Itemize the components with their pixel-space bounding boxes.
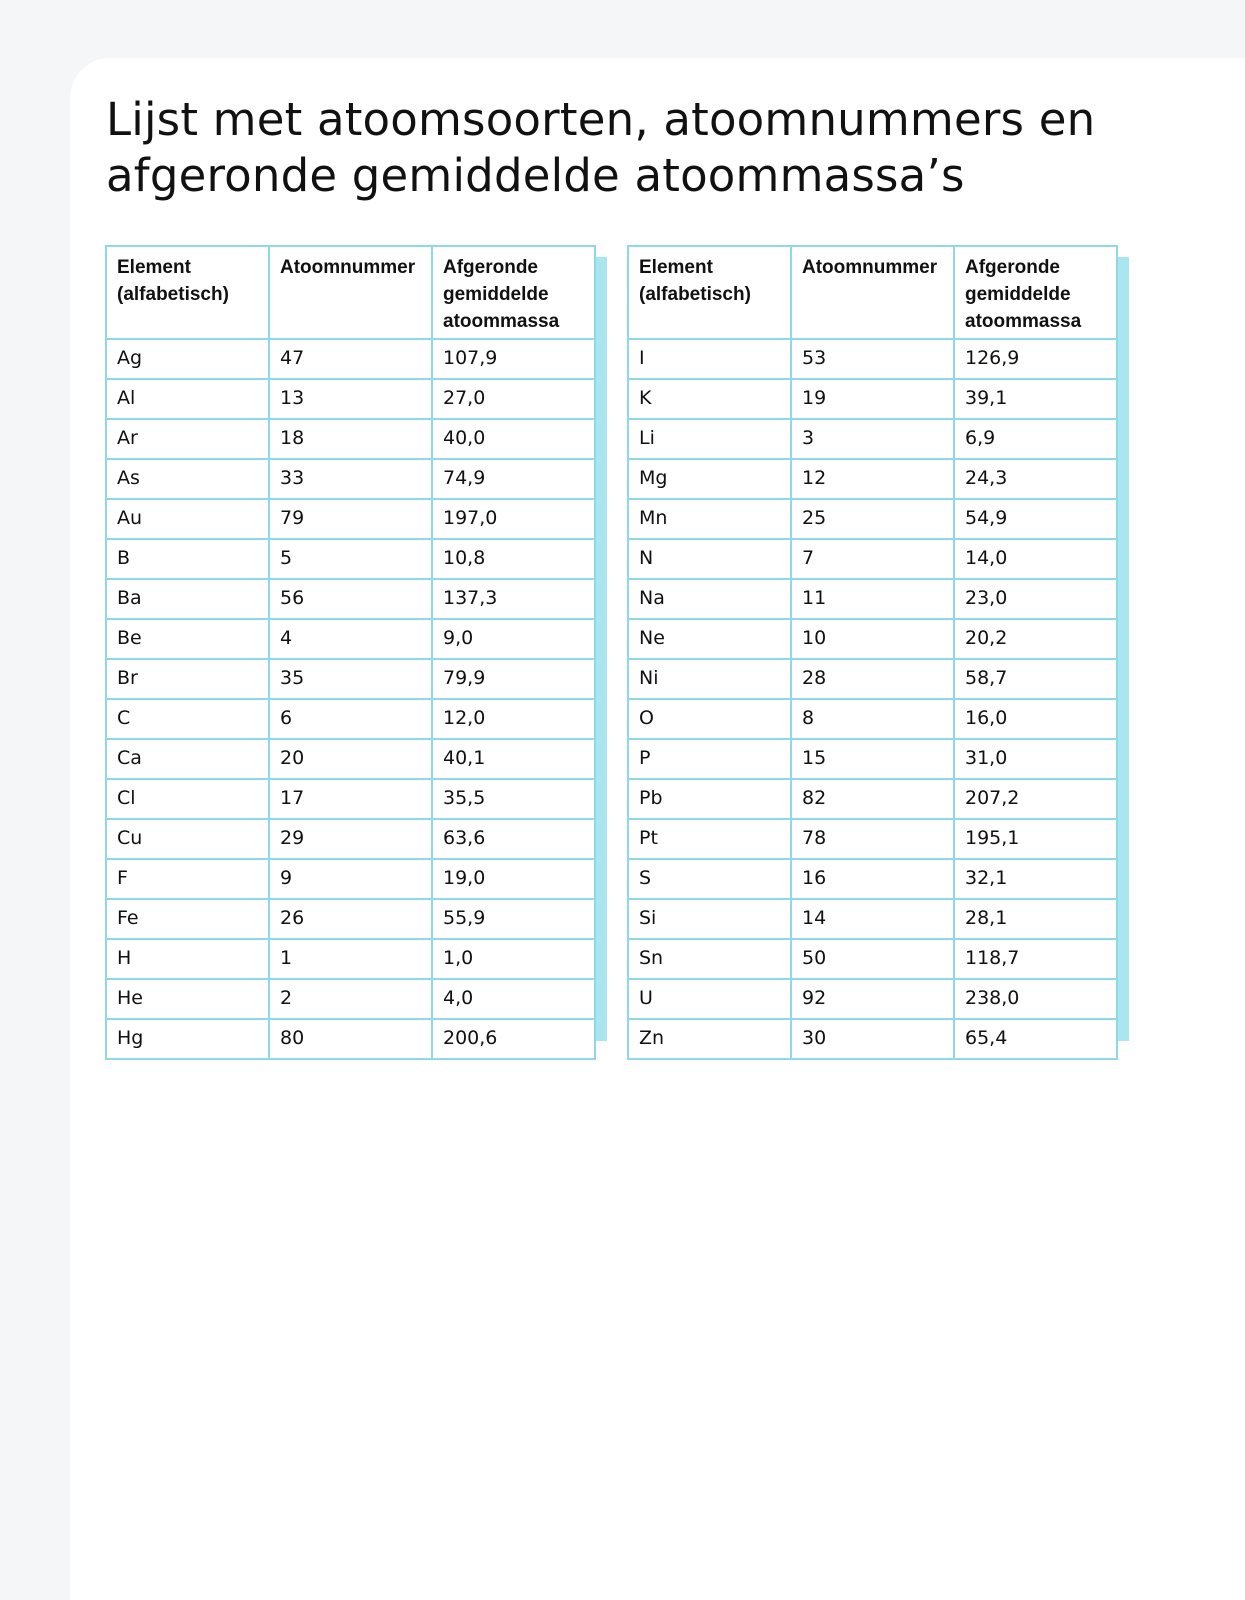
cell-element: H bbox=[106, 939, 269, 979]
table-row bbox=[106, 859, 595, 899]
cell-atomic-number: 35 bbox=[269, 659, 432, 699]
cell-element: Si bbox=[628, 899, 791, 939]
cell-atomic-number: 53 bbox=[791, 339, 954, 379]
table-row bbox=[628, 899, 1117, 939]
cell-mass: 195,1 bbox=[954, 819, 1117, 859]
table-left-body bbox=[106, 339, 595, 1059]
cell-mass: 32,1 bbox=[954, 859, 1117, 899]
cell-element: S bbox=[628, 859, 791, 899]
cell-mass: 118,7 bbox=[954, 939, 1117, 979]
cell-atomic-number: 5 bbox=[269, 539, 432, 579]
page-title bbox=[106, 92, 1166, 204]
cell-atomic-number: 82 bbox=[791, 779, 954, 819]
cell-atomic-number: 30 bbox=[791, 1019, 954, 1059]
table-row bbox=[106, 539, 595, 579]
table-row bbox=[628, 379, 1117, 419]
cell-atomic-number: 80 bbox=[269, 1019, 432, 1059]
cell-atomic-number: 33 bbox=[269, 459, 432, 499]
cell-atomic-number: 12 bbox=[791, 459, 954, 499]
cell-mass: 14,0 bbox=[954, 539, 1117, 579]
title-line-2: afgeronde gemiddelde atoommassa’s bbox=[106, 149, 965, 202]
cell-element: Ar bbox=[106, 419, 269, 459]
cell-atomic-number: 50 bbox=[791, 939, 954, 979]
header-atomic-number-line: Atoomnummer bbox=[280, 257, 416, 278]
cell-element: Al bbox=[106, 379, 269, 419]
cell-element: N bbox=[628, 539, 791, 579]
header-mass-line: gemiddelde bbox=[443, 284, 549, 305]
cell-mass: 126,9 bbox=[954, 339, 1117, 379]
cell-mass: 58,7 bbox=[954, 659, 1117, 699]
cell-element: Cu bbox=[106, 819, 269, 859]
header-element bbox=[106, 246, 269, 339]
cell-element: Br bbox=[106, 659, 269, 699]
table-right-wrap bbox=[627, 245, 1117, 1060]
cell-atomic-number: 29 bbox=[269, 819, 432, 859]
cell-element: Li bbox=[628, 419, 791, 459]
table-row bbox=[628, 779, 1117, 819]
table-row bbox=[628, 539, 1117, 579]
cell-mass: 20,2 bbox=[954, 619, 1117, 659]
cell-mass: 24,3 bbox=[954, 459, 1117, 499]
table-row bbox=[106, 1019, 595, 1059]
table-row bbox=[628, 459, 1117, 499]
cell-element: Ne bbox=[628, 619, 791, 659]
table-row bbox=[106, 459, 595, 499]
cell-element: K bbox=[628, 379, 791, 419]
cell-mass: 107,9 bbox=[432, 339, 595, 379]
table-right-body bbox=[628, 339, 1117, 1059]
header-atomic-number bbox=[791, 246, 954, 339]
header-atomic-number-line: Atoomnummer bbox=[802, 257, 938, 278]
table-row bbox=[106, 819, 595, 859]
cell-mass: 54,9 bbox=[954, 499, 1117, 539]
table-row bbox=[628, 699, 1117, 739]
cell-mass: 31,0 bbox=[954, 739, 1117, 779]
table-row bbox=[628, 499, 1117, 539]
cell-atomic-number: 78 bbox=[791, 819, 954, 859]
header-element-line: Element bbox=[639, 257, 713, 278]
cell-mass: 207,2 bbox=[954, 779, 1117, 819]
cell-element: Na bbox=[628, 579, 791, 619]
cell-element: Pb bbox=[628, 779, 791, 819]
table-row bbox=[106, 379, 595, 419]
table-row bbox=[628, 739, 1117, 779]
cell-mass: 16,0 bbox=[954, 699, 1117, 739]
cell-mass: 197,0 bbox=[432, 499, 595, 539]
cell-atomic-number: 4 bbox=[269, 619, 432, 659]
cell-element: As bbox=[106, 459, 269, 499]
cell-mass: 19,0 bbox=[432, 859, 595, 899]
cell-element: Ni bbox=[628, 659, 791, 699]
cell-element: B bbox=[106, 539, 269, 579]
header-element bbox=[628, 246, 791, 339]
table-left-wrap bbox=[105, 245, 595, 1060]
cell-atomic-number: 1 bbox=[269, 939, 432, 979]
cell-mass: 74,9 bbox=[432, 459, 595, 499]
cell-atomic-number: 7 bbox=[791, 539, 954, 579]
cell-atomic-number: 2 bbox=[269, 979, 432, 1019]
table-row bbox=[106, 699, 595, 739]
table-row bbox=[628, 819, 1117, 859]
header-element-line: (alfabetisch) bbox=[639, 284, 751, 305]
cell-atomic-number: 15 bbox=[791, 739, 954, 779]
cell-mass: 27,0 bbox=[432, 379, 595, 419]
cell-mass: 12,0 bbox=[432, 699, 595, 739]
cell-mass: 40,0 bbox=[432, 419, 595, 459]
table-right bbox=[627, 245, 1118, 1060]
cell-element: I bbox=[628, 339, 791, 379]
cell-atomic-number: 19 bbox=[791, 379, 954, 419]
table-row bbox=[106, 419, 595, 459]
cell-mass: 28,1 bbox=[954, 899, 1117, 939]
cell-atomic-number: 92 bbox=[791, 979, 954, 1019]
cell-element: Au bbox=[106, 499, 269, 539]
cell-element: Fe bbox=[106, 899, 269, 939]
cell-element: C bbox=[106, 699, 269, 739]
cell-mass: 55,9 bbox=[432, 899, 595, 939]
table-row bbox=[106, 899, 595, 939]
header-mass-line: Afgeronde bbox=[443, 257, 538, 278]
header-mass-line: Afgeronde bbox=[965, 257, 1060, 278]
cell-mass: 35,5 bbox=[432, 779, 595, 819]
cell-atomic-number: 28 bbox=[791, 659, 954, 699]
cell-mass: 4,0 bbox=[432, 979, 595, 1019]
cell-element: Ba bbox=[106, 579, 269, 619]
header-mass-line: atoommassa bbox=[443, 311, 560, 332]
cell-atomic-number: 6 bbox=[269, 699, 432, 739]
table-row bbox=[628, 979, 1117, 1019]
cell-element: Pt bbox=[628, 819, 791, 859]
cell-atomic-number: 10 bbox=[791, 619, 954, 659]
table-row bbox=[628, 939, 1117, 979]
cell-mass: 200,6 bbox=[432, 1019, 595, 1059]
cell-element: F bbox=[106, 859, 269, 899]
cell-atomic-number: 18 bbox=[269, 419, 432, 459]
header-atomic-number bbox=[269, 246, 432, 339]
cell-atomic-number: 20 bbox=[269, 739, 432, 779]
cell-atomic-number: 56 bbox=[269, 579, 432, 619]
cell-element: Zn bbox=[628, 1019, 791, 1059]
cell-element: Ca bbox=[106, 739, 269, 779]
cell-mass: 79,9 bbox=[432, 659, 595, 699]
table-row bbox=[106, 979, 595, 1019]
table-row bbox=[106, 779, 595, 819]
cell-mass: 65,4 bbox=[954, 1019, 1117, 1059]
table-right-header-row bbox=[628, 246, 1117, 339]
title-line-1: Lijst met atoomsoorten, atoomnummers en bbox=[106, 93, 1096, 146]
cell-element: P bbox=[628, 739, 791, 779]
cell-mass: 6,9 bbox=[954, 419, 1117, 459]
cell-element: Sn bbox=[628, 939, 791, 979]
header-element-line: Element bbox=[117, 257, 191, 278]
table-row bbox=[628, 419, 1117, 459]
cell-atomic-number: 17 bbox=[269, 779, 432, 819]
cell-atomic-number: 11 bbox=[791, 579, 954, 619]
table-row bbox=[106, 739, 595, 779]
table-row bbox=[106, 499, 595, 539]
table-row bbox=[628, 659, 1117, 699]
cell-atomic-number: 14 bbox=[791, 899, 954, 939]
cell-mass: 10,8 bbox=[432, 539, 595, 579]
cell-atomic-number: 8 bbox=[791, 699, 954, 739]
cell-mass: 9,0 bbox=[432, 619, 595, 659]
cell-atomic-number: 13 bbox=[269, 379, 432, 419]
table-row bbox=[628, 619, 1117, 659]
cell-element: Hg bbox=[106, 1019, 269, 1059]
header-element-line: (alfabetisch) bbox=[117, 284, 229, 305]
cell-atomic-number: 26 bbox=[269, 899, 432, 939]
cell-atomic-number: 25 bbox=[791, 499, 954, 539]
cell-mass: 23,0 bbox=[954, 579, 1117, 619]
cell-mass: 238,0 bbox=[954, 979, 1117, 1019]
cell-element: O bbox=[628, 699, 791, 739]
table-row bbox=[628, 859, 1117, 899]
header-mass-line: gemiddelde bbox=[965, 284, 1071, 305]
table-left bbox=[105, 245, 596, 1060]
cell-mass: 137,3 bbox=[432, 579, 595, 619]
cell-atomic-number: 79 bbox=[269, 499, 432, 539]
table-row bbox=[106, 579, 595, 619]
header-mass bbox=[432, 246, 595, 339]
table-row bbox=[628, 579, 1117, 619]
cell-mass: 1,0 bbox=[432, 939, 595, 979]
cell-element: Mg bbox=[628, 459, 791, 499]
cell-atomic-number: 16 bbox=[791, 859, 954, 899]
cell-mass: 40,1 bbox=[432, 739, 595, 779]
cell-element: Cl bbox=[106, 779, 269, 819]
cell-element: Ag bbox=[106, 339, 269, 379]
table-row bbox=[628, 1019, 1117, 1059]
table-row bbox=[106, 939, 595, 979]
cell-mass: 63,6 bbox=[432, 819, 595, 859]
table-left-header-row bbox=[106, 246, 595, 339]
table-row bbox=[106, 619, 595, 659]
header-mass bbox=[954, 246, 1117, 339]
table-row bbox=[106, 339, 595, 379]
cell-atomic-number: 47 bbox=[269, 339, 432, 379]
cell-element: He bbox=[106, 979, 269, 1019]
cell-atomic-number: 9 bbox=[269, 859, 432, 899]
cell-mass: 39,1 bbox=[954, 379, 1117, 419]
cell-element: Be bbox=[106, 619, 269, 659]
header-mass-line: atoommassa bbox=[965, 311, 1082, 332]
cell-element: Mn bbox=[628, 499, 791, 539]
cell-element: U bbox=[628, 979, 791, 1019]
table-row bbox=[106, 659, 595, 699]
cell-atomic-number: 3 bbox=[791, 419, 954, 459]
table-row bbox=[628, 339, 1117, 379]
